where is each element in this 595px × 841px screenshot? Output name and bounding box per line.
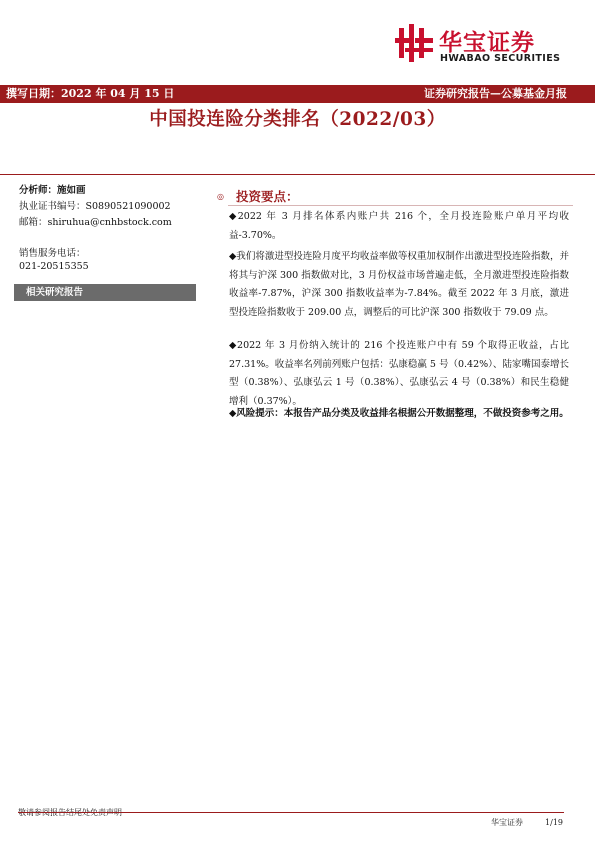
analyst-name-line xyxy=(19,182,86,196)
risk-warning: ◆风险提示：本报告产品分类及收益排名根据公开数据整理，不做投资参考之用。 xyxy=(229,408,569,419)
header-bar xyxy=(0,85,595,103)
sales-phone-label: 销售服务电话： xyxy=(19,248,86,259)
analyst-label: 分析师： xyxy=(19,185,58,196)
points-title: 投资要点： xyxy=(236,189,299,204)
point-item: ◆2022 年 3 月排名体系内账户共 216 个，全月投连险账户单月平均收益-3.70%。 xyxy=(229,211,569,241)
title-divider xyxy=(0,174,595,175)
analyst-email[interactable]: 邮箱：shiruhua@cnhbstock.com xyxy=(19,217,172,228)
sales-phone: 021-20515355 xyxy=(19,261,89,272)
points-divider xyxy=(228,205,573,206)
related-reports-header: 相关研究报告 xyxy=(14,284,196,301)
point-item: ◆2022 年 3 月份纳入统计的 216 个投连账户中有 59 个取得正收益，占比 27.31%。收益率名列前列账户包括：弘康稳赢 5 号（0.42%）、陆家嘴国泰增长型（0.38%）、弘康弘云 1 号（0.38%）、弘康弘云 4 号（0.38%）和民生稳健增利（0.37%）。 xyxy=(229,340,569,407)
section-marker-icon: ◎ xyxy=(217,192,224,201)
brand-name-cn: 华宝证券 xyxy=(439,30,535,56)
brand-name-en: HWABAO SECURITIES xyxy=(440,53,561,64)
report-date: 撰写日期：2022 年 04 月 15 日 xyxy=(6,87,175,100)
footer-divider xyxy=(18,812,564,813)
page-number: 1/19 xyxy=(545,818,563,827)
footer-company: 华宝证券 xyxy=(491,818,524,827)
hwabao-logo-icon xyxy=(395,22,435,64)
point-item: ◆我们将激进型投连险月度平均收益率做等权重加权制作出激进型投连险指数，并将其与沪深 300 指数做对比，3 月份权益市场普遍走低，全月激进型投连险指数收益率-7.87%，沪深 300 指数收益率为-7.84%。截至 2022 年 3 月底，激进型投连险指数收于 209.00 点，调整后的可比沪深 300 指数收于 79.09 点。 xyxy=(229,251,569,318)
report-type: 证券研究报告—公募基金月报 xyxy=(424,87,567,100)
analyst-cert: 执业证书编号：S0890521090002 xyxy=(19,201,171,212)
footer-info xyxy=(469,817,563,828)
analyst-name: 施如画 xyxy=(57,185,86,196)
brand-logo xyxy=(395,22,565,68)
page-title: 中国投连险分类排名（2022/03） xyxy=(149,109,446,130)
